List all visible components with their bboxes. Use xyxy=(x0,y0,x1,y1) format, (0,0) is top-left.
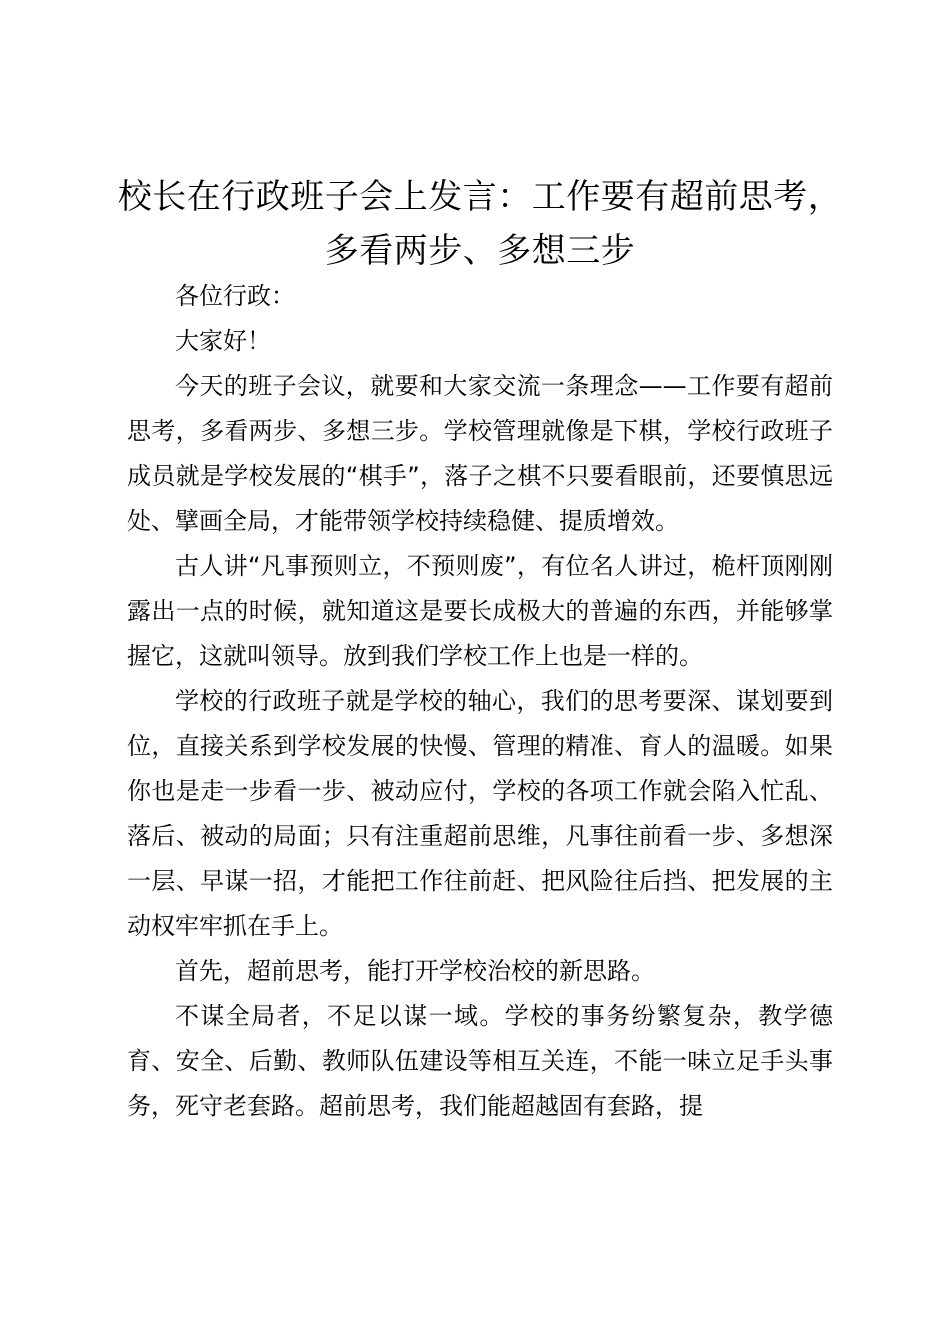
document-body xyxy=(127,274,833,1129)
paragraph: 今天的班子会议，就要和大家交流一条理念——工作要有超前思考，多看两步、多想三步。学校管理就像是下棋，学校行政班子成员就是学校发展的“棋手”，落子之棋不只要看眼前，还要慎思远处、擘画全局，才能带领学校持续稳健、提质增效。 xyxy=(127,372,833,535)
document-title xyxy=(100,170,860,278)
paragraph: 古人讲“凡事预则立，不预则废”，有位名人讲过，桅杆顶刚刚露出一点的时候，就知道这是要长成极大的普遍的东西，并能够掌握它，这就叫领导。放到我们学校工作上也是一样的。 xyxy=(127,552,833,670)
salutation: 各位行政： xyxy=(175,282,295,310)
greeting: 大家好！ xyxy=(175,327,271,355)
paragraph: 不谋全局者，不足以谋一域。学校的事务纷繁复杂，教学德育、安全、后勤、教师队伍建设等相互关连，不能一味立足手头事务，死守老套路。超前思考，我们能超越固有套路，提 xyxy=(127,1002,833,1120)
section-heading: 首先，超前思考，能打开学校治校的新思路。 xyxy=(175,957,655,985)
title-line-2: 多看两步、多想三步 xyxy=(324,231,636,271)
paragraph: 学校的行政班子就是学校的轴心，我们的思考要深、谋划要到位，直接关系到学校发展的快慢、管理的精准、育人的温暖。如果你也是走一步看一步、被动应付，学校的各项工作就会陷入忙乱、落后、被动的局面；只有注重超前思维，凡事往前看一步、多想深一层、早谋一招，才能把工作往前赶、把风险往后挡、把发展的主动权牢牢抓在手上。 xyxy=(127,687,833,940)
title-line-1: 校长在行政班子会上发言：工作要有超前思考， xyxy=(117,177,843,217)
